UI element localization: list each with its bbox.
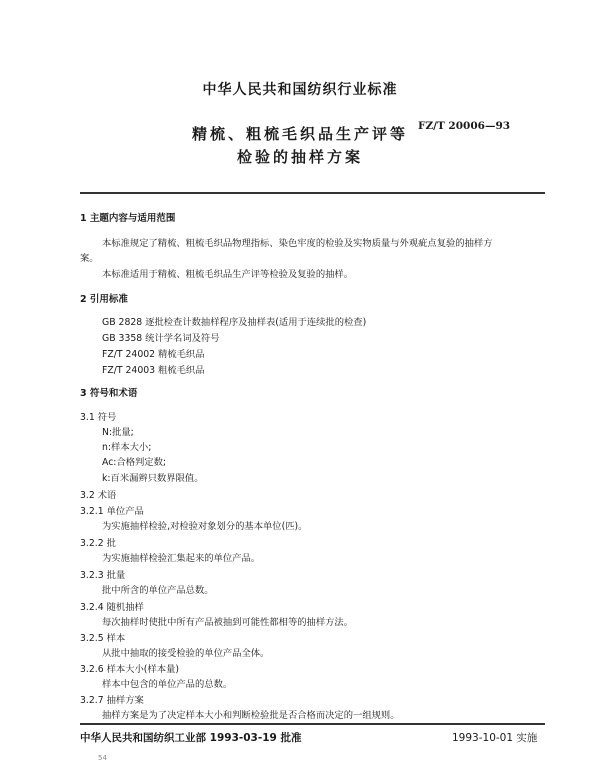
term-heading: 3.2.4 随机抽样 (80, 602, 144, 613)
term-heading: 3.2.1 单位产品 (80, 506, 144, 517)
symbol-item: N:批量; (102, 427, 134, 438)
section-1-paragraph-1: 本标准规定了精梳、粗梳毛织品物理指标、染色牢度的检验及实物质量与外观疵点复验的抽样方 (102, 238, 493, 249)
symbol-item: n:样本大小; (102, 442, 152, 453)
term-definition: 批中所含的单位产品总数。 (102, 585, 214, 596)
reference-item: FZ/T 24003 粗梳毛织品 (102, 365, 205, 376)
issuing-organization: 中华人民共和国纺织行业标准 (202, 82, 398, 98)
reference-item: GB 2828 逐批检查计数抽样程序及抽样表(适用于连续批的检查) (102, 317, 367, 328)
term-heading: 3.2.7 抽样方案 (80, 695, 144, 706)
section-1-paragraph-2: 本标准适用于精梳、粗梳毛织品生产评等检验及复验的抽样。 (102, 269, 354, 280)
term-definition: 为实施抽样检验,对检验对象划分的基本单位(匹)。 (102, 521, 308, 532)
implementation-date: 1993-10-01 实施 (452, 732, 538, 744)
document-title-line1: 精梳、粗梳毛织品生产评等 (191, 125, 408, 143)
term-definition: 每次抽样时使批中所有产品被抽到可能性都相等的抽样方法。 (102, 617, 354, 628)
reference-item: FZ/T 24002 精梳毛织品 (102, 349, 205, 360)
term-heading: 3.2.6 样本大小(样本量) (80, 664, 179, 675)
approval-statement: 中华人民共和国纺织工业部 1993-03-19 批准 (80, 732, 302, 744)
section-1-heading: 1 主题内容与适用范围 (80, 213, 176, 224)
subsection-3-2: 3.2 术语 (80, 490, 117, 501)
term-heading: 3.2.3 批量 (80, 570, 126, 581)
section-1-paragraph-1-cont: 案。 (80, 253, 99, 264)
footer-divider (80, 723, 545, 725)
term-definition: 样本中包含的单位产品的总数。 (102, 679, 233, 690)
section-3-heading: 3 符号和术语 (80, 388, 138, 399)
symbol-item: k:百米漏辫只数界限值。 (102, 473, 204, 484)
reference-item: GB 3358 统计学名词及符号 (102, 333, 220, 344)
term-heading: 3.2.2 批 (80, 538, 116, 549)
term-definition: 抽样方案是为了决定样本大小和判断检验批是否合格而决定的一组规则。 (102, 710, 400, 721)
subsection-3-1: 3.1 符号 (80, 412, 117, 423)
header-divider (80, 192, 545, 194)
term-definition: 为实施抽样检验汇集起来的单位产品。 (102, 553, 261, 564)
document-title-line2: 检验的抽样方案 (236, 148, 363, 166)
term-heading: 3.2.5 样本 (80, 633, 126, 644)
term-definition: 从批中抽取的接受检验的单位产品全体。 (102, 648, 270, 659)
standard-code: FZ/T 20006—93 (418, 120, 511, 132)
symbol-item: Ac:合格判定数; (102, 457, 167, 468)
section-2-heading: 2 引用标准 (80, 294, 128, 305)
page-number: 54 (98, 754, 107, 762)
